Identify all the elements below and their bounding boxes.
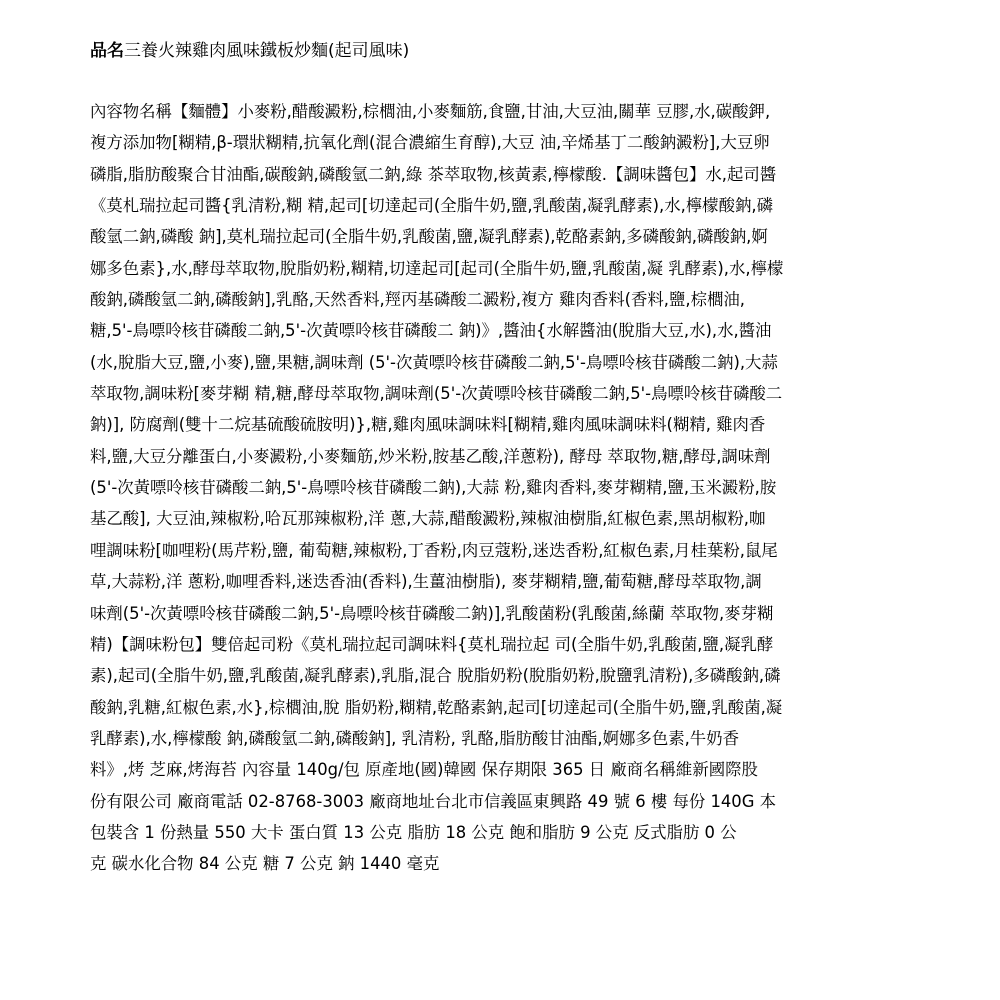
text-line: 料》,烤 芝麻,烤海苔 內容量 140g/包 原產地(國)韓國 保存期限 365 日 廠商名稱維新國際股 <box>90 760 758 780</box>
text-line: 包裝含 1 份熱量 550 大卡 蛋白質 13 公克 脂肪 18 公克 飽和脂肪 9 公克 反式脂肪 0 公 <box>90 822 737 842</box>
text-line: 糖,5'-鳥嘌呤核苷磷酸二鈉,5'-次黃嘌呤核苷磷酸二 鈉)》,醬油{水解醬油(脫脂大豆,水),水,醬油 <box>90 321 772 341</box>
text-line: 素),起司(全脂牛奶,鹽,乳酸菌,凝乳酵素),乳脂,混合 脫脂奶粉(脫脂奶粉,脫鹽乳清粉),多磷酸鈉,磷 <box>90 666 781 686</box>
text-line: 乳酵素),水,檸檬酸 鈉,磷酸氫二鈉,磷酸鈉], 乳清粉, 乳酪,脂肪酸甘油酯,婀娜多色素,牛奶香 <box>90 728 739 748</box>
product-name-label: 品名 <box>90 41 124 61</box>
ingredient-text <box>90 96 920 880</box>
text-line: 份有限公司 廠商電話 02-8768-3003 廠商地址台北市信義區東興路 49 號 6 樓 每份 140G 本 <box>90 791 777 811</box>
text-line: 草,大蒜粉,洋 蔥粉,咖哩香料,迷迭香油(香料),生薑油樹脂), 麥芽糊精,鹽,葡萄糖,酵母萃取物,調 <box>90 572 762 592</box>
text-line: 味劑(5'-次黃嘌呤核苷磷酸二鈉,5'-鳥嘌呤核苷磷酸二鈉)],乳酸菌粉(乳酸菌,絲蘭 萃取物,麥芽糊 <box>90 603 774 623</box>
text-line: 精)【調味粉包】雙倍起司粉《莫札瑞拉起司調味料{莫札瑞拉起 司(全脂牛奶,乳酸菌,鹽,凝乳酵 <box>90 634 774 654</box>
text-line: (水,脫脂大豆,鹽,小麥),鹽,果糖,調味劑 (5'-次黃嘌呤核苷磷酸二鈉,5'-鳥嘌呤核苷磷酸二鈉),大蒜 <box>90 352 778 372</box>
text-line: 哩調味粉[咖哩粉(馬芹粉,鹽, 葡萄糖,辣椒粉,丁香粉,肉豆蔻粉,迷迭香粉,紅椒色素,月桂葉粉,鼠尾 <box>90 540 778 560</box>
text-line: 料,鹽,大豆分離蛋白,小麥澱粉,小麥麵筋,炒米粉,胺基乙酸,洋蔥粉), 酵母 萃取物,糖,酵母,調味劑 <box>90 446 771 466</box>
text-line: 萃取物,調味粉[麥芽糊 精,糖,酵母萃取物,調味劑(5'-次黃嘌呤核苷磷酸二鈉,5'-鳥嘌呤核苷磷酸二 <box>90 384 783 404</box>
text-line: (5'-次黃嘌呤核苷磷酸二鈉,5'-鳥嘌呤核苷磷酸二鈉),大蒜 粉,雞肉香料,麥芽糊精,鹽,玉米澱粉,胺 <box>90 478 777 498</box>
text-line: 酸鈉,乳糖,紅椒色素,水},棕櫚油,脫 脂奶粉,糊精,乾酪素鈉,起司[切達起司(全脂牛奶,鹽,乳酸菌,凝 <box>90 697 783 717</box>
text-line: 基乙酸], 大豆油,辣椒粉,哈瓦那辣椒粉,洋 蔥,大蒜,醋酸澱粉,辣椒油樹脂,紅椒色素,黑胡椒粉,咖 <box>90 509 766 529</box>
text-line: 酸鈉,磷酸氫二鈉,磷酸鈉],乳酪,天然香料,羥丙基磷酸二澱粉,複方 雞肉香料(香料,鹽,棕櫚油, <box>90 290 745 310</box>
text-line: 克 碳水化合物 84 公克 糖 7 公克 鈉 1440 毫克 <box>90 854 440 874</box>
text-line: 磷脂,脂肪酸聚合甘油酯,碳酸鈉,磷酸氫二鈉,綠 茶萃取物,核黃素,檸檬酸.【調味醬包】水,起司醬 <box>90 164 777 184</box>
text-line: 《莫札瑞拉起司醬{乳清粉,糊 精,起司[切達起司(全脂牛奶,鹽,乳酸菌,凝乳酵素),水,檸檬酸鈉,磷 <box>90 196 773 216</box>
product-name: 三養火辣雞肉風味鐵板炒麵(起司風味) <box>124 41 410 61</box>
text-line: 娜多色素},水,酵母萃取物,脫脂奶粉,糊精,切達起司[起司(全脂牛奶,鹽,乳酸菌,凝 乳酵素),水,檸檬 <box>90 258 784 278</box>
text-line: 鈉)], 防腐劑(雙十二烷基硫酸硫胺明)},糖,雞肉風味調味料[糊精,雞肉風味調味料(糊精, 雞肉香 <box>90 415 766 435</box>
text-line: 複方添加物[糊精,β-環狀糊精,抗氧化劑(混合濃縮生育醇),大豆 油,辛烯基丁二酸鈉澱粉],大豆卵 <box>90 133 770 153</box>
text-line: 內容物名稱【麵體】小麥粉,醋酸澱粉,棕櫚油,小麥麵筋,食鹽,甘油,大豆油,關華 豆膠,水,碳酸鉀, <box>90 102 771 121</box>
text-line: 酸氫二鈉,磷酸 鈉],莫札瑞拉起司(全脂牛奶,乳酸菌,鹽,凝乳酵素),乾酪素鈉,多磷酸鈉,磷酸鈉,婀 <box>90 227 768 247</box>
product-title <box>90 36 409 66</box>
